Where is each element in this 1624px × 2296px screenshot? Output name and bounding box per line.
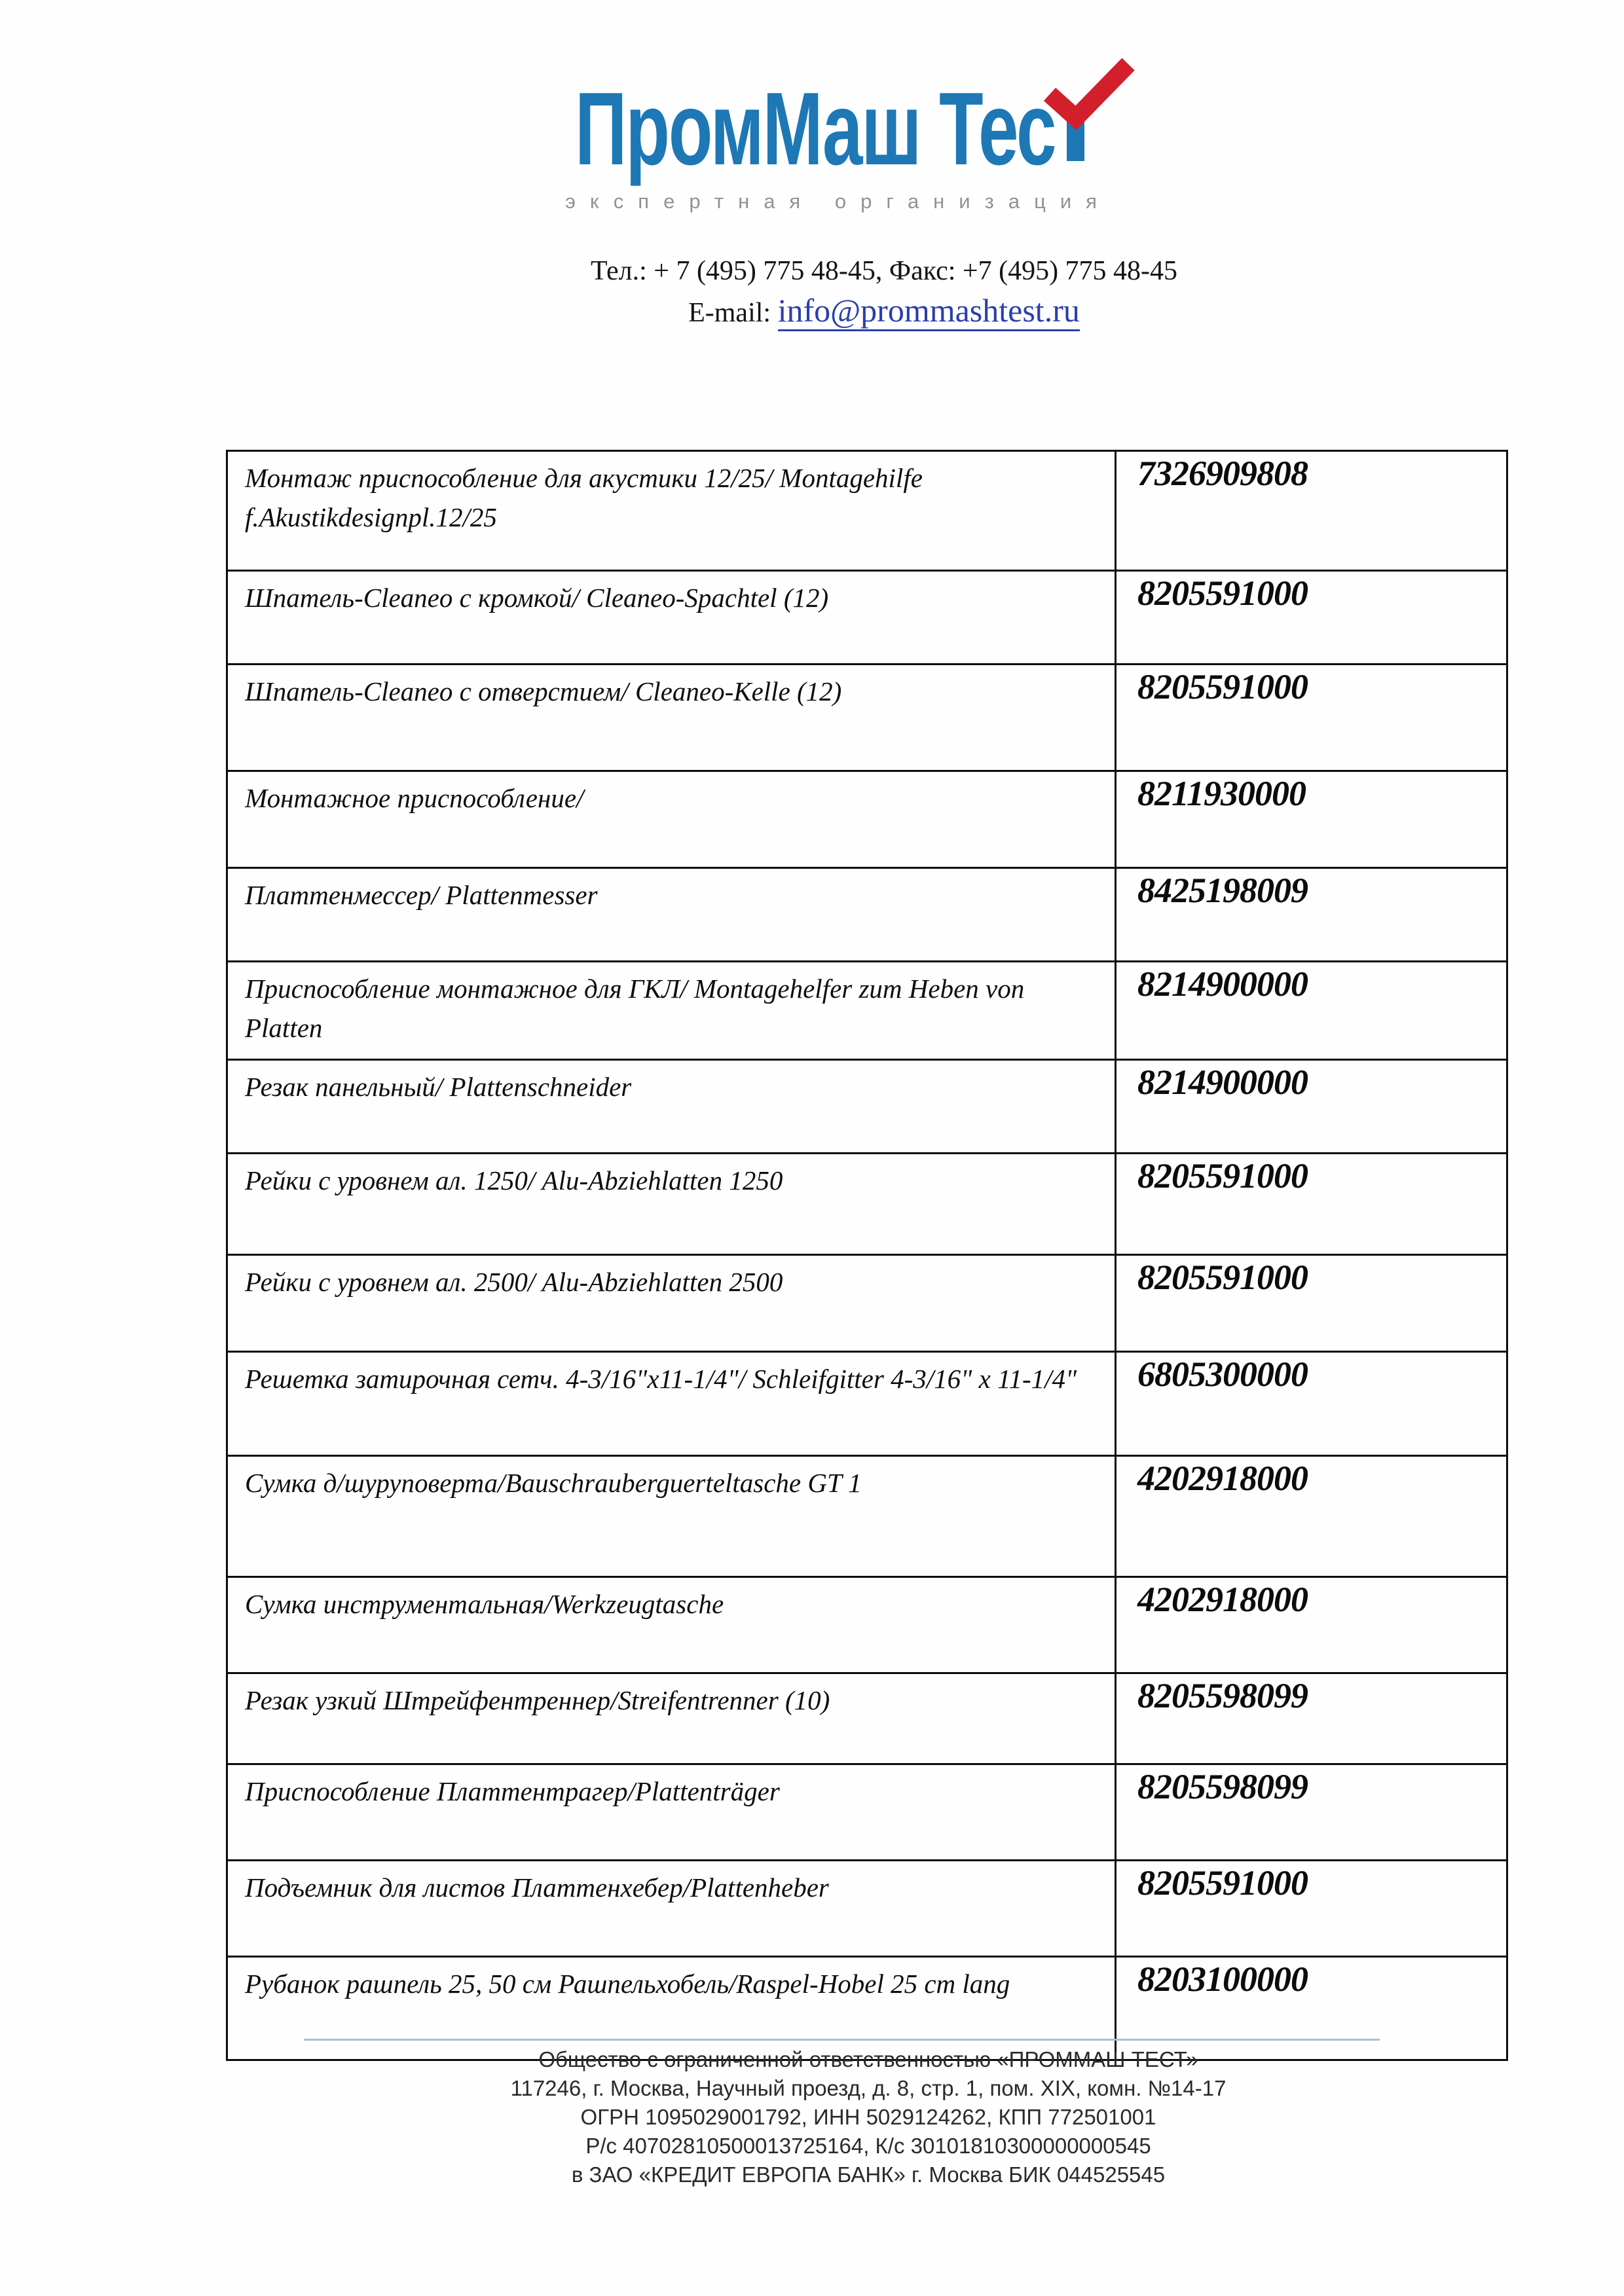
- hs-code-cell: 8211930000: [1116, 771, 1507, 868]
- hs-code-cell: 8205591000: [1116, 1154, 1507, 1255]
- table-row: [227, 1060, 1507, 1154]
- hs-code-cell: 8205591000: [1116, 571, 1507, 665]
- product-description-cell: Подъемник для листов Платтенхебер/Plattenheber: [227, 1861, 1116, 1957]
- email-row: [72, 293, 1624, 330]
- table-row: [227, 1673, 1507, 1764]
- hs-code-cell: 8425198009: [1116, 868, 1507, 962]
- hs-code-cell: 8205591000: [1116, 665, 1507, 771]
- hs-code-cell: 4202918000: [1116, 1577, 1507, 1673]
- contact-block: [72, 254, 1624, 330]
- table-row: [227, 962, 1507, 1060]
- product-description-cell: Платтенмессер/ Plattenmesser: [227, 868, 1116, 962]
- footer-block: [56, 2045, 1624, 2189]
- product-description-cell: Сумка инструментальная/Werkzeugtasche: [227, 1577, 1116, 1673]
- logo-brand-text: ПромМаш Тес: [574, 71, 1055, 187]
- table-row: [227, 571, 1507, 665]
- footer-company-name: Общество с ограниченной ответственностью «ПРОММАШ ТЕСТ»: [538, 2047, 1198, 2071]
- company-logo: [0, 71, 1624, 213]
- product-description-cell: Рейки с уровнем ал. 2500/ Alu-Abziehlatten 2500: [227, 1255, 1116, 1352]
- product-description-cell: Резак панельный/ Plattenschneider: [227, 1060, 1116, 1154]
- footer-bank-name: в ЗАО «КРЕДИТ ЕВРОПА БАНК» г. Москва БИК 044525545: [571, 2162, 1166, 2187]
- hs-code-cell: 8205598099: [1116, 1764, 1507, 1861]
- product-description-cell: Приспособление Платтентрагер/Plattenträger: [227, 1764, 1116, 1861]
- table-row: [227, 1577, 1507, 1673]
- email-label: E-mail:: [688, 298, 771, 328]
- hs-code-cell: 6805300000: [1116, 1352, 1507, 1456]
- table-row: [227, 1154, 1507, 1255]
- table-row: [227, 1764, 1507, 1861]
- checkmark-icon: [1044, 56, 1135, 126]
- table-row: [227, 868, 1507, 962]
- hs-code-cell: 7326909808: [1116, 451, 1507, 571]
- product-description-cell: Монтаж приспособление для акустики 12/25/ Montagehilfe f.Akustikdesignpl.12/25: [227, 451, 1116, 571]
- product-description-cell: Рейки с уровнем ал. 1250/ Alu-Abziehlatten 1250: [227, 1154, 1116, 1255]
- table-row: [227, 1255, 1507, 1352]
- table-row: [227, 1456, 1507, 1577]
- logo-tagline: экспертная организация: [565, 190, 1111, 213]
- logo-block: [565, 71, 1111, 213]
- hs-code-cell: 8205591000: [1116, 1255, 1507, 1352]
- table-row: [227, 451, 1507, 571]
- product-description-cell: Монтажное приспособление/: [227, 771, 1116, 868]
- product-description-cell: Приспособление монтажное для ГКЛ/ Montagehelfer zum Heben von Platten: [227, 962, 1116, 1060]
- product-description-cell: Сумка д/шуруповерта/Bauschrauberguerteltasche GT 1: [227, 1456, 1116, 1577]
- table-row: [227, 1957, 1507, 2060]
- hs-code-cell: 8214900000: [1116, 962, 1507, 1060]
- footer-address: 117246, г. Москва, Научный проезд, д. 8, стр. 1, пом. XIX, комн. №14-17: [510, 2076, 1227, 2100]
- hs-code-cell: 4202918000: [1116, 1456, 1507, 1577]
- hs-code-cell: 8214900000: [1116, 1060, 1507, 1154]
- hs-code-cell: 8205598099: [1116, 1673, 1507, 1764]
- hs-code-cell: 8203100000: [1116, 1957, 1507, 2060]
- products-table: [226, 450, 1508, 2061]
- product-description-cell: Решетка затирочная сетч. 4-3/16"x11-1/4"/ Schleifgitter 4-3/16" x 11-1/4": [227, 1352, 1116, 1456]
- product-description-cell: Резак узкий Штрейфентреннер/Streifentrenner (10): [227, 1673, 1116, 1764]
- logo-last-letter: [1050, 77, 1102, 181]
- table-row: [227, 1861, 1507, 1957]
- phone-fax-line: Тел.: + 7 (495) 775 48-45, Факс: +7 (495) 775 48-45: [590, 256, 1178, 286]
- product-description-cell: Шпатель-Cleaneo с кромкой/ Cleaneo-Spachtel (12): [227, 571, 1116, 665]
- footer-bank-accounts: Р/с 40702810500013725164, К/с 30101810300000000545: [585, 2134, 1151, 2158]
- table-row: [227, 1352, 1507, 1456]
- footer-registration-numbers: ОГРН 1095029001792, ИНН 5029124262, КПП 772501001: [580, 2105, 1156, 2129]
- hs-code-cell: 8205591000: [1116, 1861, 1507, 1957]
- logo-line: [565, 71, 1111, 187]
- logo-text-box: [574, 71, 1055, 187]
- product-description-cell: Рубанок рашпель 25, 50 см Рашпельхобель/Raspel-Hobel 25 cm lang: [227, 1957, 1116, 2060]
- footer-divider: [304, 2039, 1380, 2041]
- email-link[interactable]: info@prommashtest.ru: [778, 292, 1080, 331]
- table-row: [227, 771, 1507, 868]
- product-description-cell: Шпатель-Cleaneo с отверстием/ Cleaneo-Kelle (12): [227, 665, 1116, 771]
- table-row: [227, 665, 1507, 771]
